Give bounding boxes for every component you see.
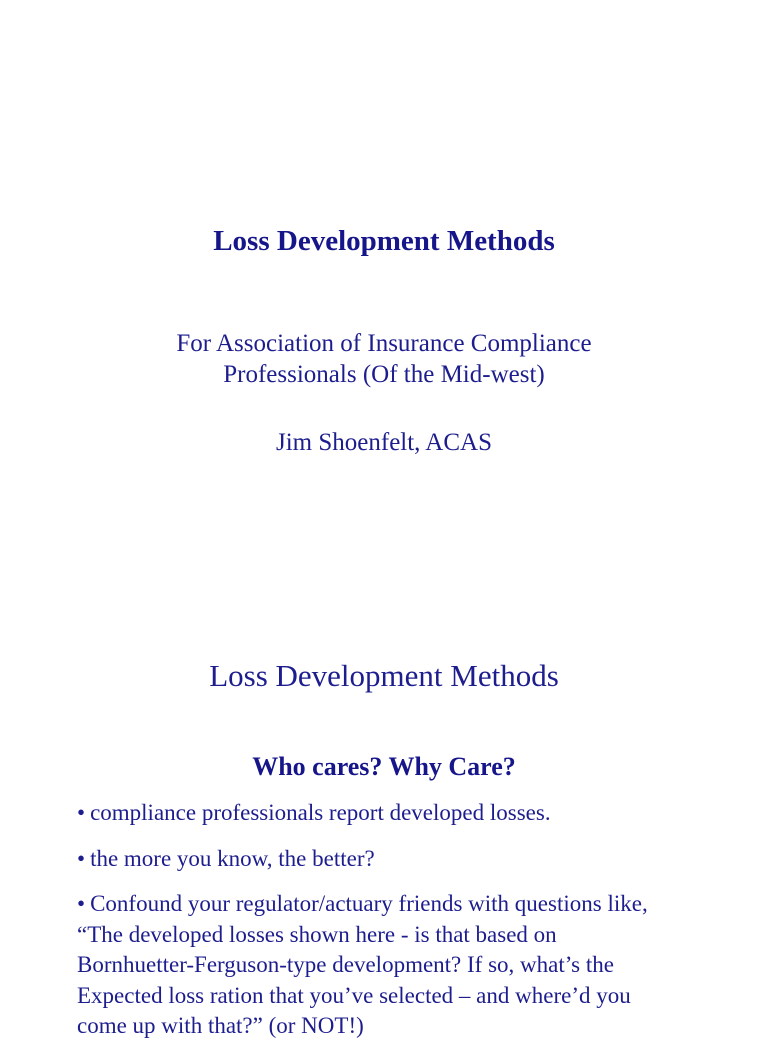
bullet-icon: •	[77, 891, 86, 916]
bullet-icon: •	[77, 800, 86, 825]
bullet-list	[77, 798, 677, 1057]
section-heading: Who cares? Why Care?	[252, 752, 516, 781]
bullet-text: the more you know, the better?	[90, 845, 375, 871]
bullet-item	[77, 889, 677, 1042]
slide-subtitle	[84, 328, 684, 390]
second-slide-title: Loss Development Methods	[209, 658, 559, 693]
bullet-icon: •	[77, 845, 86, 871]
bullet-item	[77, 798, 677, 829]
slide-title: Loss Development Methods	[213, 225, 555, 257]
subtitle-line-1: For Association of Insurance Compliance	[176, 330, 592, 357]
author-name: Jim Shoenfelt, ACAS	[276, 429, 492, 456]
bullet-item	[77, 844, 677, 875]
bullet-text: compliance professionals report developed losses.	[90, 800, 551, 825]
subtitle-line-2: Professionals (Of the Mid-west)	[223, 361, 545, 388]
bullet-text: Confound your regulator/actuary friends with questions like, “The developed losses shown here - is that based on Bornhuetter-Ferguson-type development? If so, what’s the Expected loss ration that you’ve selected – and where’d you come up with that?” (or NOT!)	[77, 891, 648, 1038]
